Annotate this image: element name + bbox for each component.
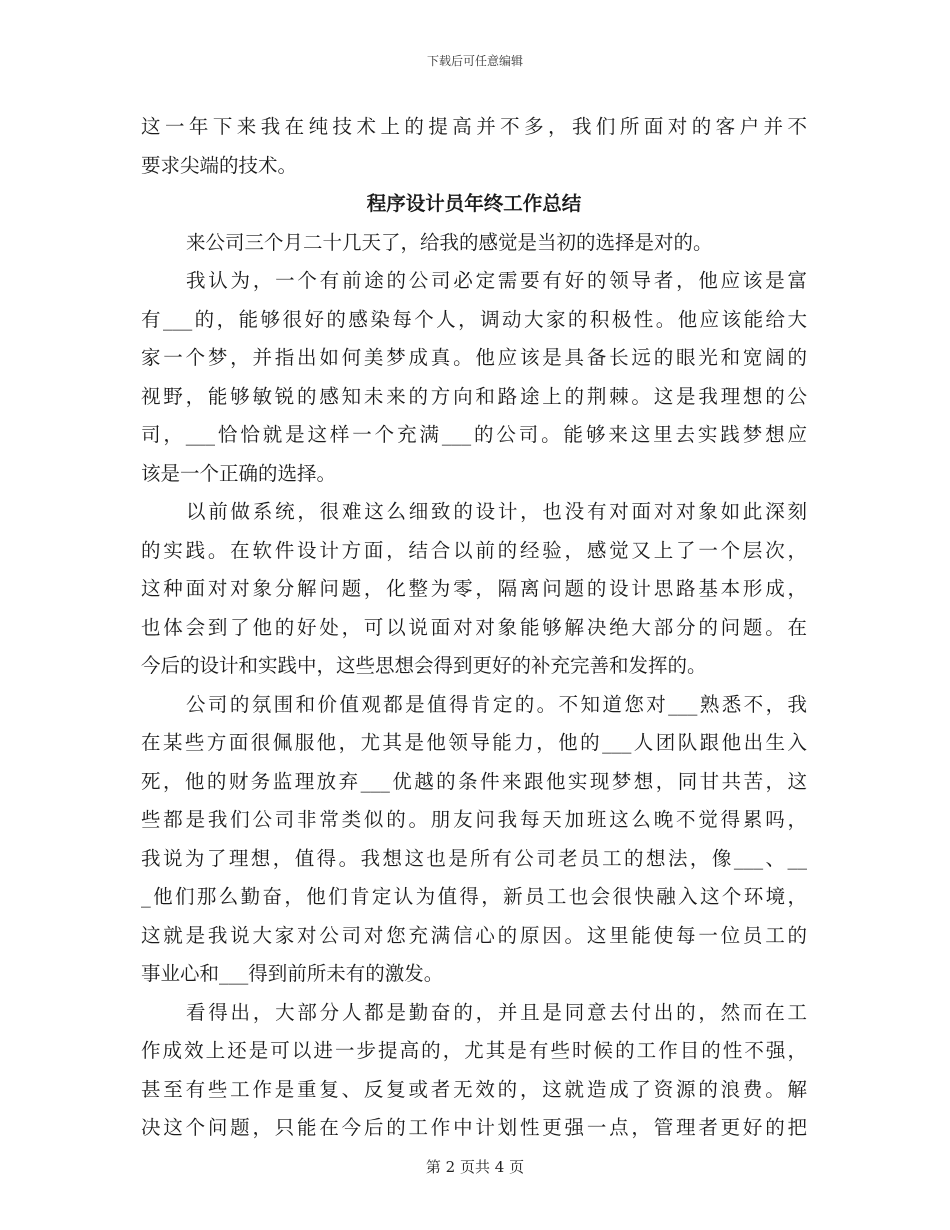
paragraph-line: 作成效上还是可以进一步提高的，尤其是有些时候的工作目的性不强，: [141, 1039, 807, 1062]
paragraph-line: 些都是我们公司非常类似的。朋友问我每天加班这么晚不觉得累吗，: [141, 808, 807, 831]
page-header: 下载后可任意编辑: [426, 54, 523, 68]
paragraph-line: 该是一个正确的选择。: [141, 461, 337, 485]
paragraph-line: 这种面对对象分解问题，化整为零，隔离问题的设计思路基本形成，: [141, 577, 807, 600]
paragraph-line: 这就是我说大家对公司对您充满信心的原因。这里能使每一位员工的: [141, 923, 807, 947]
paragraph-line: 也体会到了他的好处，可以说面对对象能够解决绝大部分的问题。在: [141, 615, 807, 639]
paragraph-line: 甚至有些工作是重复、反复或者无效的，这就造成了资源的浪费。解: [141, 1077, 807, 1101]
paragraph-line: _他们那么勤奋，他们肯定认为值得，新员工也会很快融入这个环境，: [141, 885, 807, 908]
paragraph-line: 公司的氛围和价值观都是值得肯定的。不知道您对___熟悉不，我: [186, 692, 807, 716]
intro-line: 要求尖端的技术。: [141, 153, 298, 177]
paragraph-line: 今后的设计和实践中，这些思想会得到更好的补充完善和发挥的。: [141, 654, 707, 677]
paragraph-line: 视野，能够敏锐的感知未来的方向和路途上的荆棘。这是我理想的公: [141, 384, 807, 408]
paragraph-line: 看得出，大部分人都是勤奋的，并且是同意去付出的，然而在工: [186, 1000, 807, 1024]
document-title: 程序设计员年终工作总结: [366, 192, 582, 215]
document-body: [141, 108, 807, 1148]
paragraph-line: 决这个问题，只能在今后的工作中计划性更强一点，管理者更好的把: [141, 1116, 807, 1139]
paragraph-line: 有___的，能够很好的感染每个人，调动大家的积极性。他应该能给大: [141, 307, 807, 331]
paragraph-line: 司，___恰恰就是这样一个充满___的公司。能够来这里去实践梦想应: [141, 423, 807, 446]
paragraph-line: 家一个梦，并指出如何美梦成真。他应该是具备长远的眼光和宽阔的: [141, 346, 807, 369]
paragraph-line: 在某些方面很佩服他，尤其是他领导能力，他的___人团队跟他出生入: [141, 731, 807, 754]
paragraph-line: 以前做系统，很难这么细致的设计，也没有对面对对象如此深刻: [186, 500, 807, 523]
paragraph-line: 我认为，一个有前途的公司必定需要有好的领导者，他应该是富: [186, 269, 807, 292]
paragraph-line: 事业心和___得到前所未有的激发。: [141, 962, 444, 985]
paragraph-line: 来公司三个月二十几天了，给我的感觉是当初的选择是对的。: [186, 230, 713, 254]
paragraph-line: 的实践。在软件设计方面，结合以前的经验，感觉又上了一个层次，: [141, 538, 807, 562]
intro-line: 这一年下来我在纯技术上的提高并不多，我们所面对的客户并不: [141, 115, 807, 138]
paragraph-line: 死，他的财务监理放弃___优越的条件来跟他实现梦想，同甘共苦，这: [141, 769, 807, 793]
paragraph-line: 我说为了理想，值得。我想这也是所有公司老员工的想法，像___、__: [141, 846, 807, 870]
page-footer: 第 2 页共 4 页: [425, 1158, 525, 1176]
